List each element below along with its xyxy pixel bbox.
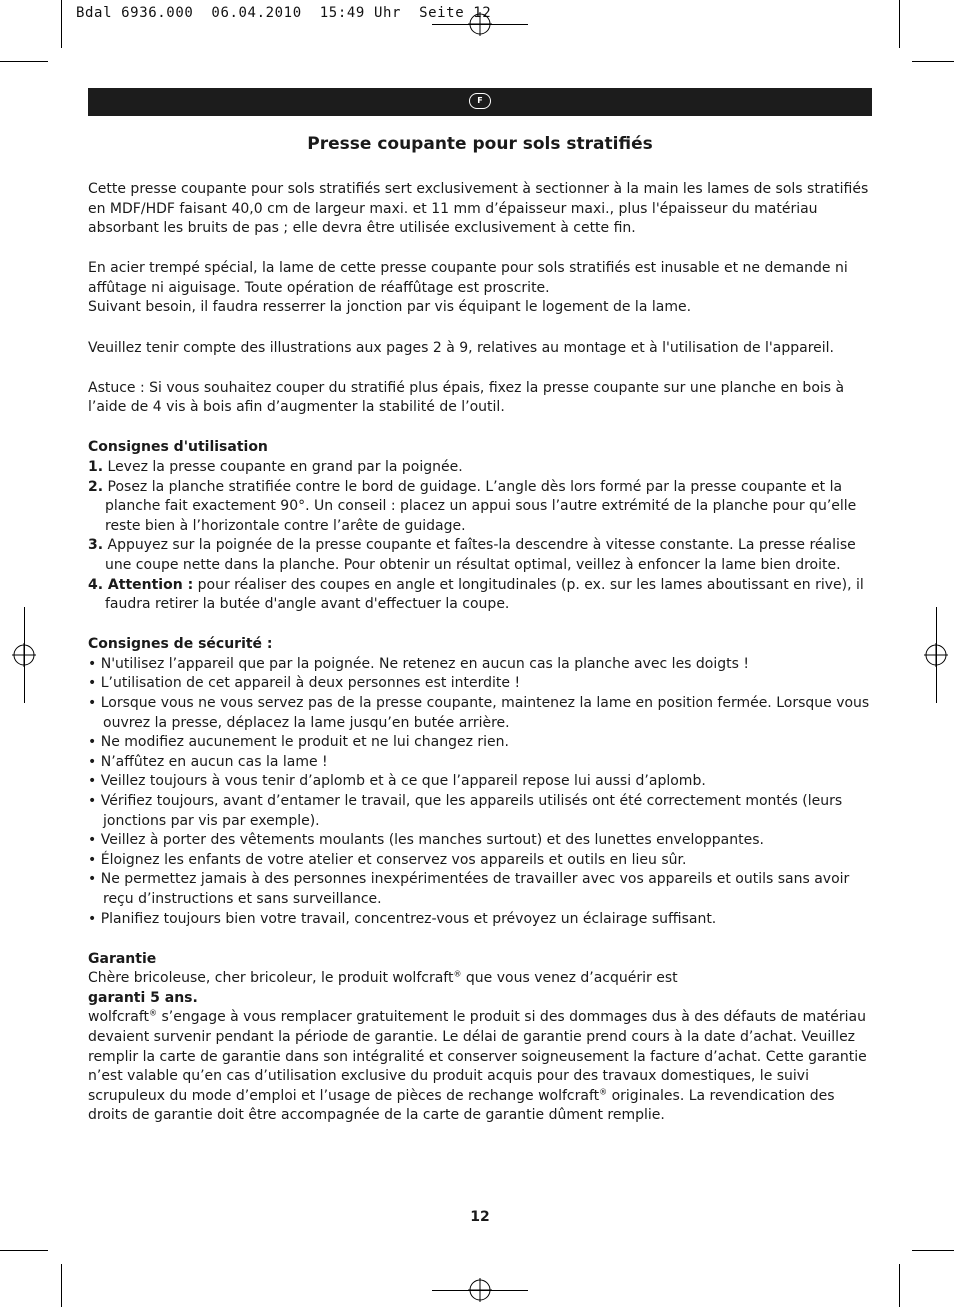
language-bar — [88, 88, 872, 116]
warranty-heading: Garantie — [88, 950, 157, 967]
safety-item: • Veillez toujours à vous tenir d’aplomb et à ce que l’appareil repose lui aussi d’aplomb. — [88, 773, 706, 790]
bullet: • — [88, 871, 97, 888]
usage-step — [88, 478, 878, 537]
crop-mark-bottom-right-v — [899, 1264, 900, 1307]
tip-paragraph: Astuce : Si vous souhaitez couper du stratifié plus épais, fixez la presse coupante sur une planche en bois à l’aide de 4 vis à bois afin d’augmenter la stabilité de l’outil. — [88, 379, 845, 416]
step-text: Posez la planche stratifiée contre le bord de guidage. L’angle dès lors formé par la presse coupante et la planche fait exactement 90°. Un conseil : placez un appui sous l’autre extrémité de la planche pour qu’elle reste bien à l’horizontale contre l’arête de guidage. — [105, 478, 857, 534]
bullet: • — [88, 753, 97, 770]
registered-mark: ® — [453, 969, 462, 979]
intro-paragraph: Veuillez tenir compte des illustrations aux pages 2 à 9, relatives au montage et à l'utilisation de l'appareil. — [88, 339, 834, 356]
safety-item: • Éloignez les enfants de votre atelier et conservez vos appareils et outils en lieu sûr. — [88, 851, 687, 868]
intro-paragraph: Suivant besoin, il faudra resserrer la jonction par vis équipant le logement de la lame. — [88, 299, 692, 316]
safety-item: • N’affûtez en aucun cas la lame ! — [88, 753, 328, 770]
crop-mark-bottom-left-v — [61, 1264, 62, 1307]
bullet: • — [88, 734, 97, 751]
bullet: • — [88, 675, 97, 692]
safety-heading: Consignes de sécurité : — [88, 636, 273, 653]
bullet: • — [88, 655, 97, 672]
bullet: • — [88, 792, 97, 809]
step-text: Appuyez sur la poignée de la presse coupante et faîtes-la descendre à vitesse constante. La presse réalise une coupe nette dans la planche. Pour obtenir un résultat optimal, veillez à enfoncer la lame bien droite. — [105, 537, 856, 573]
safety-item: • L’utilisation de cet appareil à deux personnes est interdite ! — [88, 675, 521, 692]
registration-target-icon — [468, 1278, 492, 1302]
step-number: 4. Attention : — [88, 576, 194, 593]
warranty-intro: Chère bricoleuse, cher bricoleur, le produit wolfcraft® que vous venez d’acquérir est — [88, 969, 678, 987]
document-body — [88, 180, 878, 1126]
warranty-period: garanti 5 ans. — [88, 989, 198, 1006]
step-text: Levez la presse coupante en grand par la poignée. — [107, 458, 463, 475]
registration-target-icon — [924, 643, 948, 667]
usage-step — [88, 576, 878, 615]
page-number: 12 — [470, 1209, 490, 1225]
page-title: Presse coupante pour sols stratifiés — [307, 134, 653, 154]
step-text: pour réaliser des coupes en angle et longitudinales (p. ex. sur les lames aboutissant en rive), il faudra retirer la butée d'angle avant d'effectuer la coupe. — [105, 576, 864, 613]
step-number: 2. — [88, 478, 104, 495]
safety-item: • Planifiez toujours bien votre travail, concentrez-vous et prévoyez un éclairage suffisant. — [88, 910, 717, 927]
crop-mark-top-left-h — [0, 61, 48, 62]
bullet: • — [88, 851, 97, 868]
safety-item: • Veillez à porter des vêtements moulants (les manches surtout) et des lunettes enveloppantes. — [88, 832, 764, 849]
crop-mark-bottom-left-h — [0, 1250, 48, 1251]
registration-target-icon — [468, 12, 492, 36]
crop-mark-top-right-h — [912, 61, 954, 62]
usage-heading: Consignes d'utilisation — [88, 439, 268, 456]
crop-mark-bottom-right-h — [912, 1250, 954, 1251]
intro-paragraph: En acier trempé spécial, la lame de cette presse coupante pour sols stratifiés est inusable et ne demande ni affûtage ni aiguisage. Toute opération de réaffûtage est proscrite. — [88, 260, 848, 296]
step-number: 1. — [88, 458, 104, 475]
bullet: • — [88, 694, 97, 711]
step-number: 3. — [88, 537, 104, 554]
safety-item: • Vérifiez toujours, avant d’entamer le travail, que les appareils utilisés ont été correctement montés (leurs jonctions par vis par exemple). — [88, 792, 843, 829]
bullet: • — [88, 773, 97, 790]
bullet: • — [88, 910, 97, 927]
usage-step — [88, 536, 878, 575]
registered-mark: ® — [149, 1008, 158, 1018]
print-slug: Bdal 6936.000 06.04.2010 15:49 Uhr Seite 12 — [76, 5, 492, 21]
language-badge: F — [469, 93, 491, 109]
registered-mark: ® — [599, 1087, 608, 1097]
bullet: • — [88, 832, 97, 849]
safety-item: • N'utilisez l’appareil que par la poignée. Ne retenez en aucun cas la planche avec les doigts ! — [88, 655, 749, 672]
registration-target-icon — [12, 643, 36, 667]
safety-item: • Ne modifiez aucunement le produit et ne lui changez rien. — [88, 734, 509, 751]
crop-mark-top-left-v — [61, 0, 62, 48]
warranty-paragraph: wolfcraft® s’engage à vous remplacer gratuitement le produit si des dommages dus à des défauts de matériau devaient survenir pendant la période de garantie. Le délai de garantie prend cours à la date d’achat. Veuillez remplir la carte de garantie dans son intégralité et conserver soigneusement la facture d’achat. Cette garantie n’est valable qu’en cas d’utilisation exclusive du produit acquis pour des travaux domestiques, le suivi scrupuleux du mode d’emploi et l’usage de pièces de rechange wolfcraft® originales. La revendication des droits de garantie doit être accompagnée de la carte de garantie dûment remplie. — [88, 1008, 867, 1124]
safety-item: • Ne permettez jamais à des personnes inexpérimentées de travailler avec vos appareils et outils sans avoir reçu d’instructions et sans surveillance. — [88, 871, 850, 907]
usage-step — [88, 458, 878, 478]
crop-mark-top-right-v — [899, 0, 900, 48]
intro-paragraph: Cette presse coupante pour sols stratifiés sert exclusivement à sectionner à la main les lames de sols stratifiés en MDF/HDF faisant 40,0 cm de largeur maxi. et 11 mm d’épaisseur maxi., plus l'épaisseur du matériau absorbant les bruits de pas ; elle devra être utilisée exclusivement à cette fin. — [88, 181, 869, 237]
safety-item: • Lorsque vous ne vous servez pas de la presse coupante, maintenez la lame en position fermée. Lorsque vous ouvrez la presse, déplacez la lame jusqu’en butée arrière. — [88, 694, 870, 731]
